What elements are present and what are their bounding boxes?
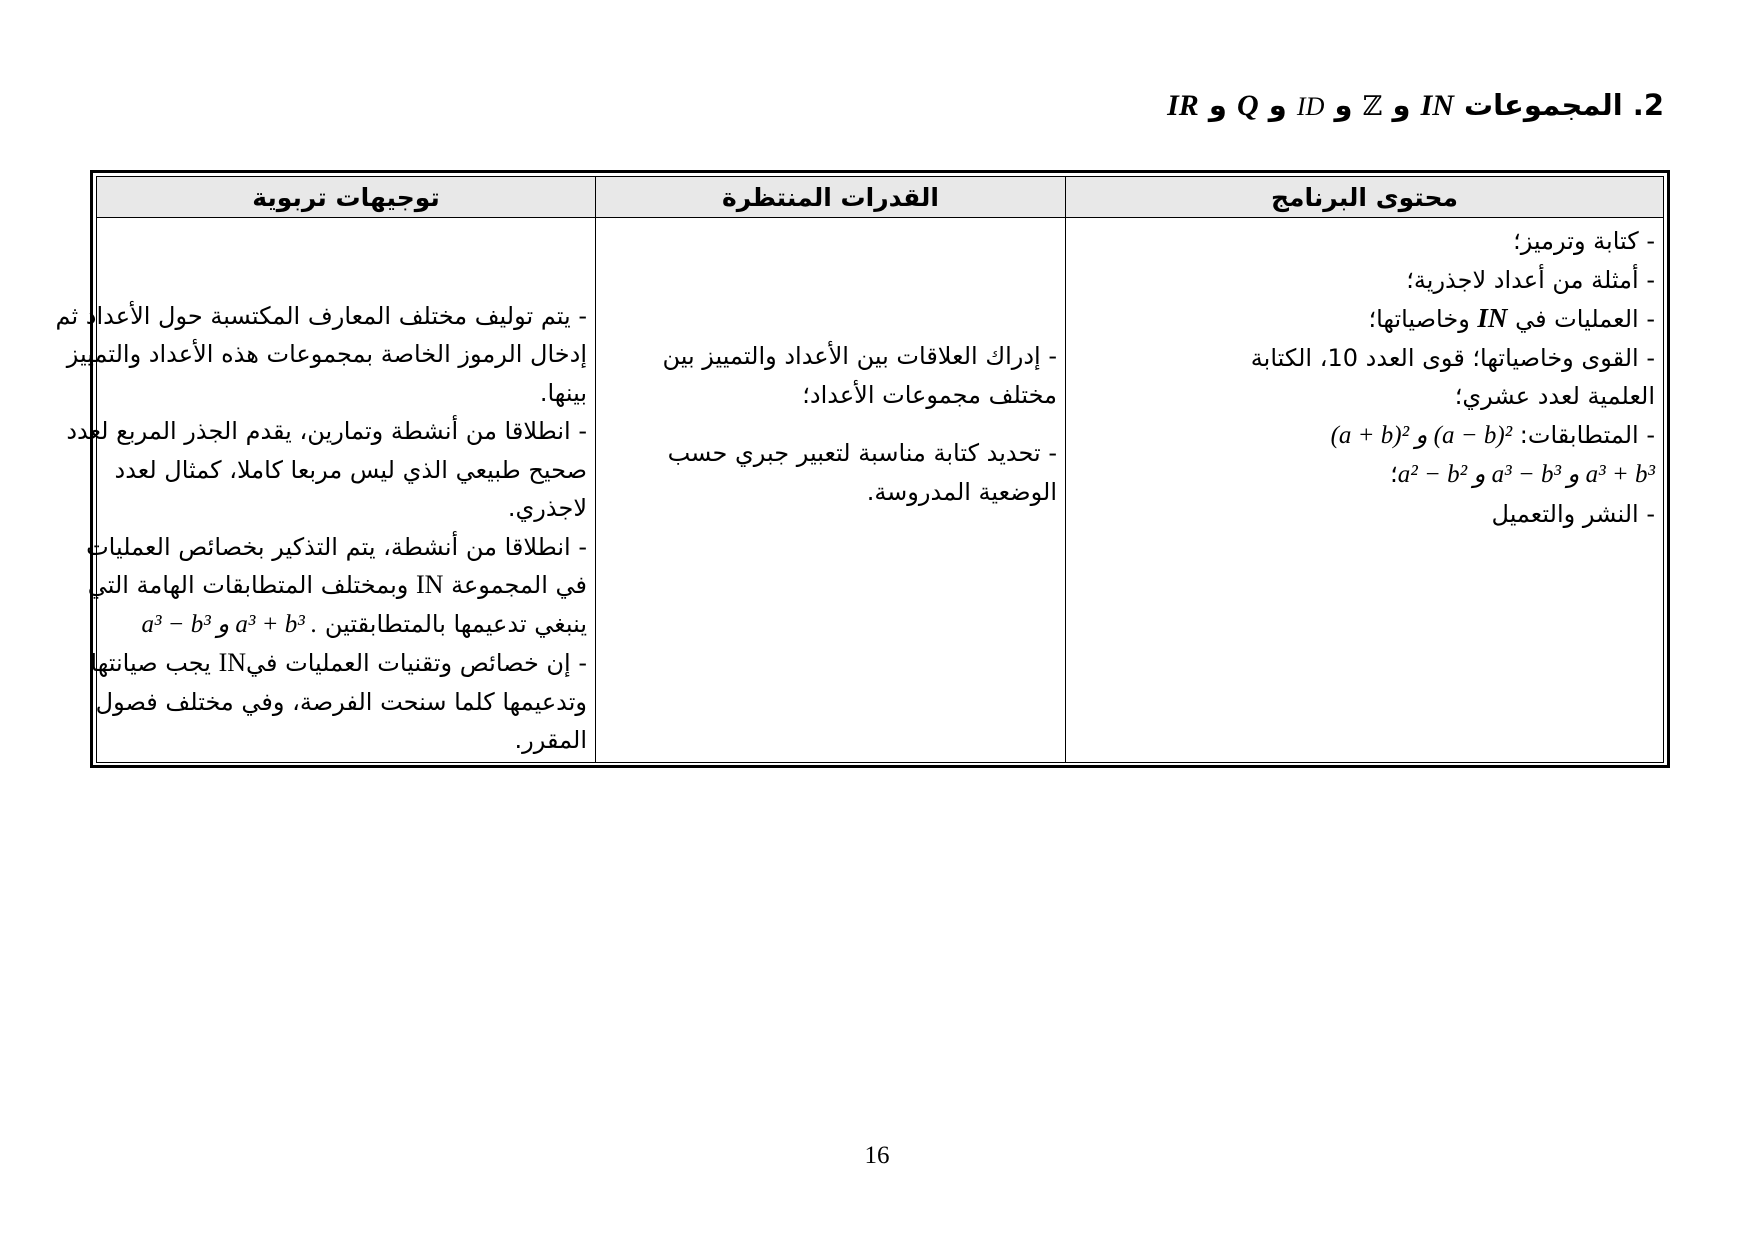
content-line — [1074, 455, 1655, 495]
page-number: 16 — [864, 1142, 890, 1169]
guidance-text: في المجموعة — [443, 571, 587, 599]
guidance-cell — [55, 218, 596, 763]
heading-conj: و — [1334, 88, 1353, 122]
set-q: Q — [1237, 89, 1259, 122]
section-heading — [1167, 88, 1664, 123]
identity-formula: a² − b² و a³ − b³ و a³ + b³ — [1397, 461, 1655, 488]
set-in-symbol: IN — [416, 570, 444, 599]
set-in-symbol: IN — [218, 648, 247, 677]
guidance-line: وتدعيمها كلما سنحت الفرصة، وفي مختلف فصول — [95, 687, 587, 716]
content-line: - القوى وخاصياتها؛ قوى العدد 10، الكتابة — [1250, 343, 1655, 372]
guidance-line: لاجذري. — [507, 494, 587, 522]
content-line: - النشر والتعميل — [1491, 499, 1655, 528]
content-line — [1074, 416, 1655, 456]
abilities-line: الوضعية المدروسة. — [866, 477, 1057, 506]
content-line: - كتابة وترميز؛ — [1513, 227, 1655, 255]
content-text: ؛ — [1390, 460, 1398, 488]
content-cell — [1066, 218, 1664, 763]
body-row — [97, 218, 1664, 763]
content-line: العلمية لعدد عشري؛ — [1454, 382, 1655, 410]
guidance-line: المقرر. — [514, 726, 587, 754]
set-ir: IR — [1167, 89, 1199, 122]
heading-conj: و — [1268, 88, 1287, 122]
guidance-text: يجب صيانتها — [90, 649, 219, 677]
guidance-text: ينبغي تدعيمها بالمتطابقتين — [324, 609, 587, 638]
heading-number: 2. — [1632, 88, 1664, 122]
set-z: ℤ — [1362, 91, 1383, 122]
guidance-line: بينها. — [539, 378, 587, 407]
program-table-frame — [55, 170, 1670, 768]
guidance-line — [90, 644, 587, 683]
header-row — [97, 177, 1664, 218]
content-line: - أمثلة من أعداد لاجذرية؛ — [1406, 265, 1655, 294]
set-id: ID — [1296, 92, 1325, 121]
heading-word: المجموعات — [1464, 88, 1623, 122]
header-abilities: القدرات المنتظرة — [596, 177, 1066, 218]
guidance-line: - يتم توليف مختلف المعارف المكتسبة حول الأعداد ثم — [55, 301, 587, 330]
heading-conj: و — [1208, 88, 1227, 122]
guidance-line: - انطلاقا من أنشطة وتمارين، يقدم الجذر المربع لعدد — [66, 417, 587, 445]
abilities-line: - إدراك العلاقات بين الأعداد والتمييز بين — [662, 342, 1057, 370]
abilities-line: مختلف مجموعات الأعداد؛ — [802, 380, 1057, 409]
guidance-text: - إن خصائص وتقنيات العمليات في — [246, 649, 587, 677]
program-table — [55, 176, 1664, 763]
content-text: - العمليات في — [1507, 305, 1655, 333]
guidance-line — [87, 566, 587, 605]
guidance-line: إدخال الرموز الخاصة بمجموعات هذه الأعداد والتمييز — [66, 340, 587, 368]
heading-conj: و — [1392, 88, 1411, 122]
header-guidance: توجيهات تربوية — [97, 177, 596, 218]
set-in-symbol: IN — [1477, 303, 1508, 333]
abilities-line: - تحديد كتابة مناسبة لتعبير جبري حسب — [667, 439, 1057, 467]
content-text: - المتطابقات: — [1512, 420, 1655, 449]
content-text: وخاصياتها؛ — [1368, 305, 1478, 333]
header-content: محتوى البرنامج — [1066, 177, 1664, 218]
guidance-text: وبمختلف المتطابقات الهامة التي — [87, 571, 417, 599]
guidance-line — [105, 605, 587, 645]
abilities-cell — [596, 218, 1066, 763]
guidance-line: - انطلاقا من أنشطة، يتم التذكير بخصائص العمليات — [86, 532, 587, 561]
identity-formula: a³ − b³ و a³ + b³ . — [141, 610, 318, 638]
guidance-line: صحيح طبيعي الذي ليس مربعا كاملا، كمثال لعدد — [114, 455, 587, 484]
content-line — [1074, 299, 1655, 339]
set-in: IN — [1420, 89, 1454, 122]
identity-formula: (a + b)² و (a − b)² — [1330, 421, 1513, 449]
